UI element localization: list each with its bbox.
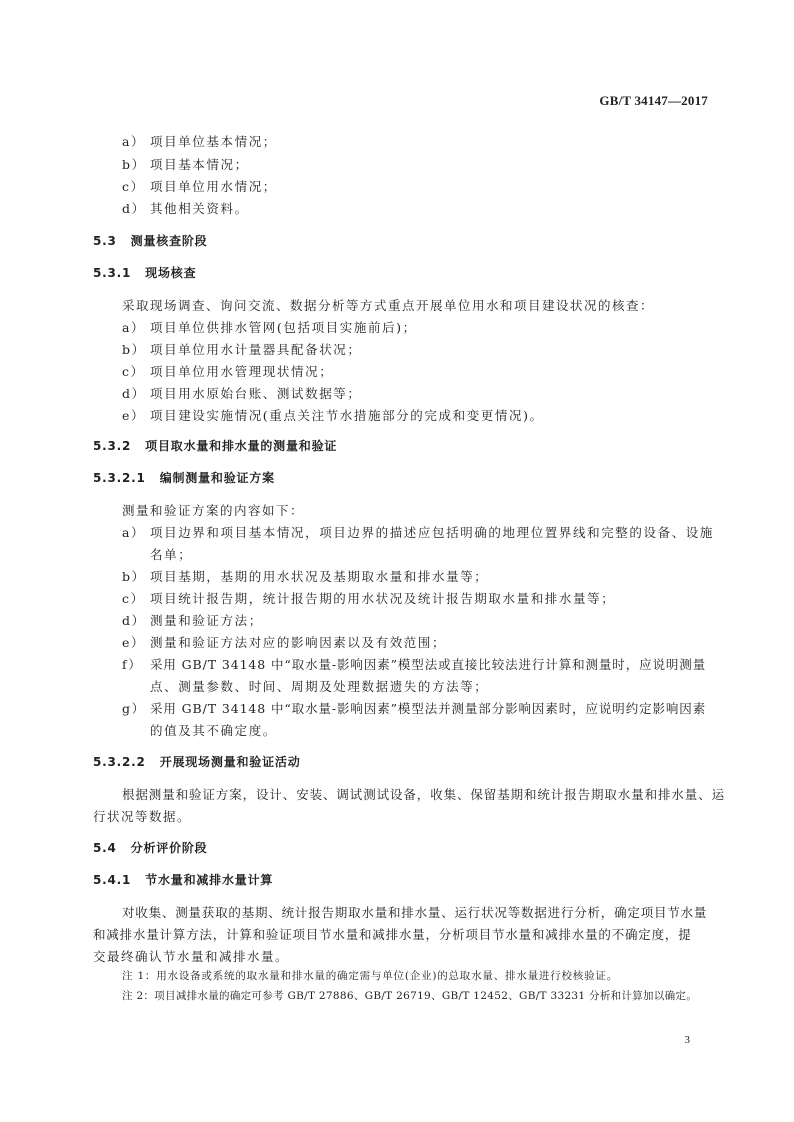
list-label: a） (122, 134, 146, 149)
list-text: 采用 GB/T 34148 中“取水量-影响因素”模型法或直接比较法进行计算和测量时，应说明测量 (150, 657, 707, 672)
section-number: 5.3.2.1 (93, 471, 146, 485)
paragraph: 采取现场调查、询问交流、数据分析等方式重点开展单位用水和项目建设状况的核查： (122, 298, 655, 313)
section-heading (93, 264, 196, 281)
list-text: 项目建设实施情况(重点关注节水措施部分的完成和变更情况)。 (150, 408, 544, 423)
section-heading (93, 232, 207, 249)
list-text: 点、测量参数、时间、周期及处理数据遗失的方法等； (150, 679, 489, 694)
list-text: 项目单位供排水管网(包括项目实施前后)； (150, 320, 417, 335)
list-text: 项目基本情况； (150, 157, 249, 172)
section-number: 5.3.2 (93, 439, 132, 453)
paragraph-line: 和减排水量计算方法，计算和验证项目节水量和减排水量，分析项目节水量和减排水量的不确定度，提 (93, 927, 692, 942)
list-label: d） (122, 386, 146, 401)
list-text: 测量和验证方法对应的影响因素以及有效范围； (150, 635, 447, 650)
section-title: 项目取水量和排水量的测量和验证 (145, 439, 338, 453)
note: 注 1：用水设备或系统的取水量和排水量的确定需与单位(企业)的总取水量、排水量进行校核验证。 (122, 970, 619, 982)
paragraph-line: 交最终确认节水量和减排水量。 (93, 949, 290, 964)
list-text: 采用 GB/T 34148 中“取水量-影响因素”模型法并测量部分影响因素时，应说明约定影响因素 (150, 701, 707, 716)
list-label: c） (122, 364, 145, 379)
section-title: 分析评价阶段 (130, 841, 208, 855)
list-label: c） (122, 591, 145, 606)
list-text: 名单； (150, 547, 193, 562)
section-heading (93, 437, 337, 454)
list-text: 项目统计报告期，统计报告期的用水状况及统计报告期取水量和排水量等； (150, 591, 616, 606)
list-label: a） (122, 525, 146, 540)
list-text: 项目单位用水情况； (150, 179, 277, 194)
list-text: 项目单位基本情况； (150, 134, 277, 149)
section-number: 5.3.1 (93, 266, 132, 280)
note: 注 2：项目减排水量的确定可参考 GB/T 27886、GB/T 26719、GB/T 12452、GB/T 33231 分析和计算加以确定。 (122, 990, 698, 1002)
section-number: 5.3.2.2 (93, 755, 146, 769)
list-label: a） (122, 320, 146, 335)
list-text: 其他相关资料。 (150, 201, 249, 216)
list-text: 项目基期，基期的用水状况及基期取水量和排水量等； (150, 569, 489, 584)
paragraph: 测量和验证方案的内容如下： (122, 503, 305, 518)
section-number: 5.4 (93, 841, 117, 855)
section-number: 5.3 (93, 234, 117, 248)
section-title: 测量核查阶段 (130, 234, 208, 248)
paragraph-line: 对收集、测量获取的基期、统计报告期取水量和排水量、运行状况等数据进行分析，确定项目节水量 (122, 905, 708, 920)
list-text: 项目用水原始台账、测试数据等； (150, 386, 362, 401)
section-heading (93, 839, 207, 856)
section-title: 现场核查 (145, 266, 197, 280)
section-title: 开展现场测量和验证活动 (159, 755, 301, 769)
list-label: g） (122, 701, 146, 716)
paragraph-line: 行状况等数据。 (93, 809, 192, 824)
list-text: 项目单位用水管理现状情况； (150, 364, 334, 379)
section-heading (93, 871, 273, 888)
list-label: b） (122, 157, 146, 172)
section-heading (93, 753, 301, 770)
list-label: d） (122, 201, 146, 216)
list-label: f） (122, 657, 143, 672)
paragraph-line: 根据测量和验证方案，设计、安装、调试测试设备，收集、保留基期和统计报告期取水量和排水量、运 (122, 787, 726, 802)
section-title: 编制测量和验证方案 (159, 471, 275, 485)
section-heading (93, 469, 275, 486)
list-text: 测量和验证方法； (150, 613, 263, 628)
section-title: 节水量和减排水量计算 (145, 873, 274, 887)
list-text: 项目单位用水计量器具配备状况； (150, 342, 362, 357)
list-label: d） (122, 613, 146, 628)
standard-number-header: GB/T 34147—2017 (599, 93, 708, 108)
list-label: e） (122, 408, 146, 423)
list-text: 的值及其不确定度。 (150, 723, 277, 738)
list-label: e） (122, 635, 146, 650)
page-number: 3 (684, 1034, 690, 1046)
list-text: 项目边界和项目基本情况，项目边界的描述应包括明确的地理位置界线和完整的设备、设施 (150, 525, 715, 540)
section-number: 5.4.1 (93, 873, 132, 887)
list-label: b） (122, 569, 146, 584)
list-label: b） (122, 342, 146, 357)
list-label: c） (122, 179, 145, 194)
